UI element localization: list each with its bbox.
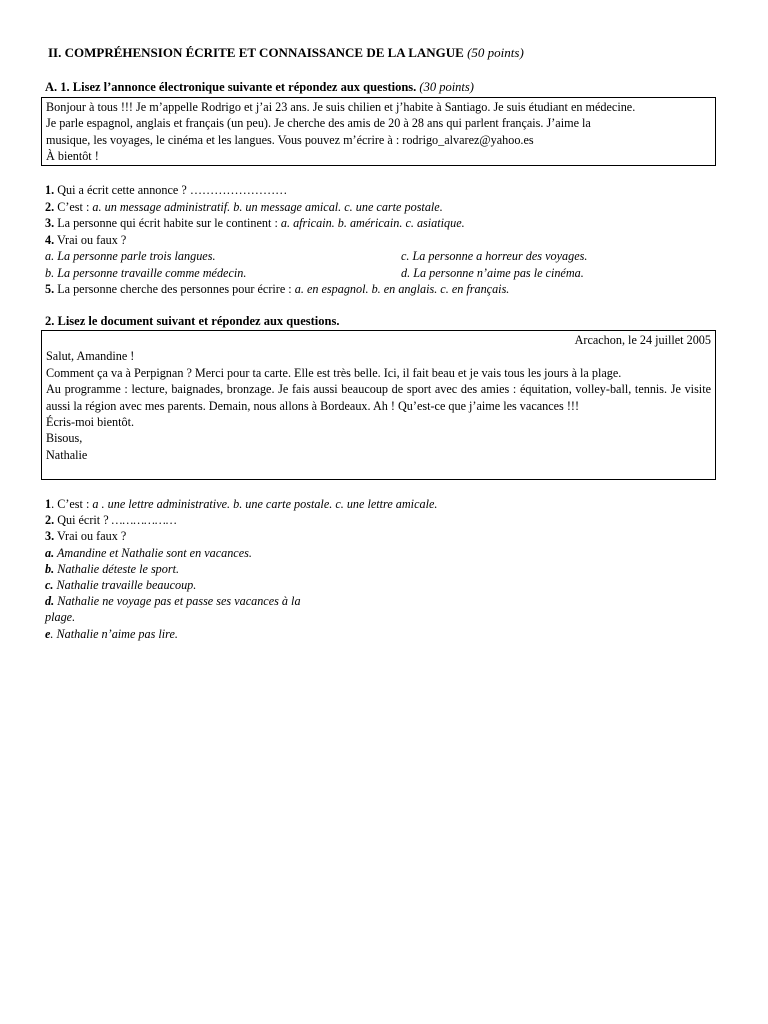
statement-text: Nathalie déteste le sport. xyxy=(54,561,180,576)
statement-item xyxy=(45,545,725,561)
question-options: a. en espagnol. b. en anglais. c. en français. xyxy=(294,282,510,296)
statement-letter: b. xyxy=(45,561,55,576)
part1-heading xyxy=(45,79,474,95)
question-1 xyxy=(45,496,725,512)
question-text: La personne qui écrit habite sur le continent : xyxy=(54,216,281,230)
question-text: La personne cherche des personnes pour écrire : xyxy=(54,282,295,296)
section-points: (50 points) xyxy=(467,45,524,60)
question-text: . C’est : xyxy=(51,497,93,511)
statement-letter: d. xyxy=(45,594,55,609)
statement-text: plage. xyxy=(45,610,76,625)
part1-heading-text: A. 1. Lisez l’annonce électronique suivante et répondez aux questions. xyxy=(45,80,417,94)
question-text: Qui a écrit cette annonce ? xyxy=(54,183,190,197)
true-false-row xyxy=(45,248,725,265)
question-number: 5. xyxy=(45,282,55,296)
question-3 xyxy=(45,528,725,544)
question-number: 2. xyxy=(45,199,55,214)
question-options: a . une lettre administrative. b. une carte postale. c. une lettre amicale. xyxy=(92,497,438,511)
question-2 xyxy=(45,199,725,216)
statement-item xyxy=(45,561,725,577)
statement-c: c. La personne a horreur des voyages. xyxy=(401,249,588,263)
statement-a: a. La personne parle trois langues. xyxy=(45,249,216,263)
statement-text: Amandine et Nathalie sont en vacances. xyxy=(54,545,252,560)
question-text: Vrai ou faux ? xyxy=(54,529,127,544)
question-5 xyxy=(45,281,725,298)
question-number: 2. xyxy=(45,513,55,528)
question-text: C’est : xyxy=(54,199,93,214)
question-number: 1. xyxy=(45,183,55,197)
part2-questions xyxy=(45,496,725,642)
letter-date: Arcachon, le 24 juillet 2005 xyxy=(574,333,711,347)
ad-line: Bonjour à tous !!! Je m’appelle Rodrigo et j’ai 23 ans. Je suis chilien et j’habite à Santiago. Je suis étudiant en médecine. xyxy=(46,100,636,114)
ad-box xyxy=(41,97,716,166)
question-text: Qui écrit ? xyxy=(54,513,112,528)
ad-line: À bientôt ! xyxy=(46,149,99,164)
letter-paragraph: Au programme : lecture, baignades, bronzage. Je fais aussi beaucoup de sport avec des amies : équitation, volley-ball, tennis. Je visite aussi la région avec mes parents. Demain, nous allons à Bordeaux. Ah ! Qu’est-ce que j’aime les vacances !!! xyxy=(46,382,711,413)
question-options: a. africain. b. américain. c. asiatique. xyxy=(280,216,465,230)
section-title-text: II. COMPRÉHENSION ÉCRITE ET CONNAISSANCE DE LA LANGUE xyxy=(48,45,464,60)
letter-greeting: Salut, Amandine ! xyxy=(46,349,135,364)
statement-item xyxy=(45,609,725,625)
statement-text: Nathalie ne voyage pas et passe ses vacances à la xyxy=(54,594,301,609)
question-options: a. un message administratif. b. un message amical. c. une carte postale. xyxy=(92,199,443,214)
letter-closing: Écris-moi bientôt. xyxy=(46,415,135,430)
statement-letter: a. xyxy=(45,545,55,560)
question-3 xyxy=(45,215,725,232)
question-number: 3. xyxy=(45,529,55,544)
statement-d: d. La personne n’aime pas le cinéma. xyxy=(401,265,584,280)
part1-points: (30 points) xyxy=(419,80,474,94)
question-number: 4. xyxy=(45,232,55,247)
part2-heading: 2. Lisez le document suivant et répondez aux questions. xyxy=(45,314,340,328)
letter-closing: Bisous, xyxy=(46,431,83,446)
statement-text: Nathalie travaille beaucoup. xyxy=(53,577,197,592)
statement-letter: e xyxy=(45,626,51,641)
statement-text: . Nathalie n’aime pas lire. xyxy=(50,626,178,641)
question-number: 1 xyxy=(45,497,52,511)
letter-signature: Nathalie xyxy=(46,447,88,462)
letter-line: Comment ça va à Perpignan ? Merci pour ta carte. Elle est très belle. Ici, il fait beau et je vais tous les jours à la plage. xyxy=(46,365,622,380)
answer-dots: ……………… xyxy=(111,513,177,528)
question-text: Vrai ou faux ? xyxy=(54,232,127,247)
question-1 xyxy=(45,182,725,199)
part1-questions xyxy=(45,182,725,298)
letter-box xyxy=(41,330,716,480)
statement-item xyxy=(45,626,725,642)
answer-dots: …………………… xyxy=(189,183,288,197)
question-4 xyxy=(45,232,725,249)
statement-item xyxy=(45,593,725,609)
statement-letter: c. xyxy=(45,577,54,592)
true-false-row xyxy=(45,265,725,282)
section-title xyxy=(48,45,524,61)
ad-line: Je parle espagnol, anglais et français (un peu). Je cherche des amis de 20 à 28 ans qui parlent français. J’aime la xyxy=(46,116,591,131)
statement-item xyxy=(45,577,725,593)
question-2 xyxy=(45,512,725,528)
statement-b: b. La personne travaille comme médecin. xyxy=(45,265,247,280)
question-number: 3. xyxy=(45,216,55,230)
ad-line: musique, les voyages, le cinéma et les langues. Vous pouvez m’écrire à : rodrigo_alvarez@yahoo.es xyxy=(46,132,534,147)
